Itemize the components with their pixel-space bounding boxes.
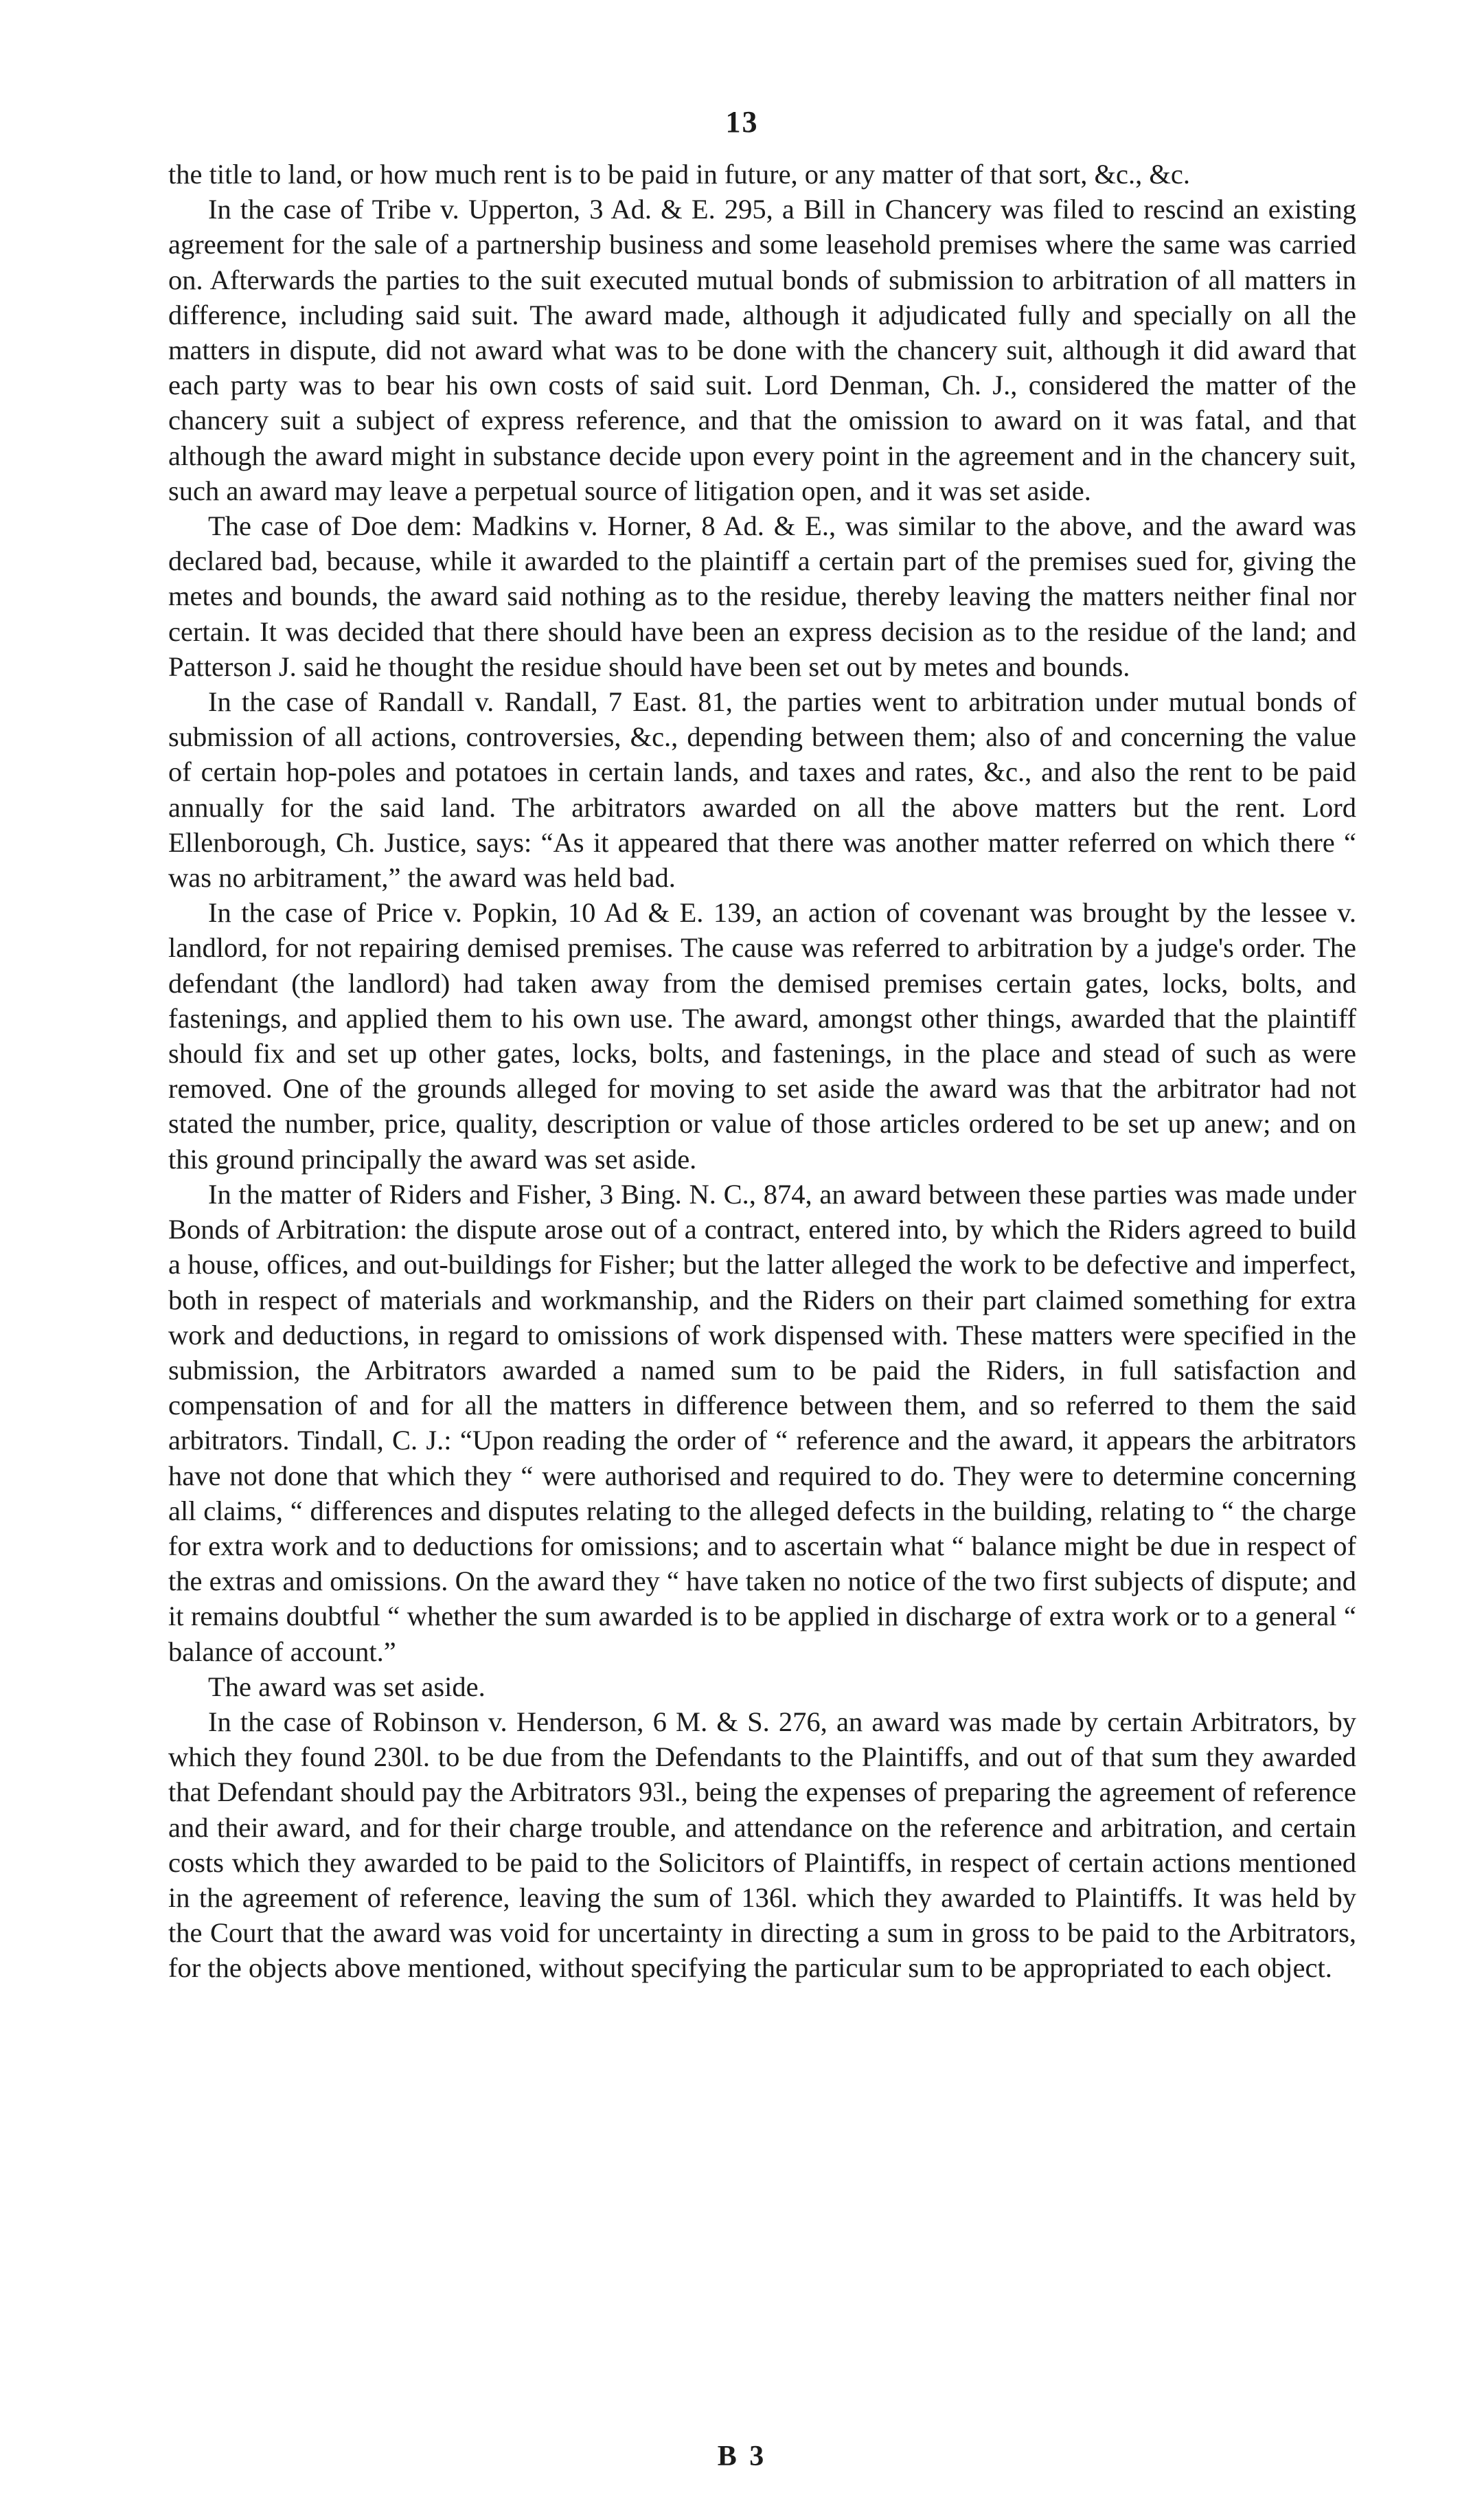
body-text — [168, 157, 1356, 1986]
paragraph-riders-and-fisher: In the matter of Riders and Fisher, 3 Bing. N. C., 874, an award between these parties was made under Bonds of Arbitration: the dispute arose out of a contract, entered into, by which the Riders agreed to build a house, offices, and out-buildings for Fisher; but the latter alleged the work to be defective and imperfect, both in respect of materials and workmanship, and the Riders on their part claimed something for extra work and deductions, in regard to omissions of work dispensed with. These matters were specified in the submission, the Arbitrators awarded a named sum to be paid the Riders, in full satisfaction and compensation of and for all the matters in difference between them, and so referred to them the said arbitrators. Tindall, C. J.: “Upon reading the order of “ reference and the award, it appears the arbitrators have not done that which they “ were authorised and required to do. They were to determine concerning all claims, “ differences and disputes relating to the alleged defects in the building, relating to “ the charge for extra work and to deductions for omissions; and to ascertain what “ balance might be due in respect of the extras and omissions. On the award they “ have taken no notice of the two first subjects of dispute; and it remains doubtful “ whether the sum awarded is to be applied in discharge of extra work or to a general “ balance of account.” — [168, 1178, 1356, 1667]
paragraph-robinson-v-henderson: In the case of Robinson v. Henderson, 6 M. & S. 276, an award was made by certain Arbitrators, by which they found 230l. to be due from the Defendants to the Plaintiffs, and out of that sum they awarded that Defendant should pay the Arbitrators 93l., being the expenses of preparing the agreement of reference and their award, and for their charge trouble, and attendance on the reference and arbitration, and certain costs which they awarded to be paid to the Solicitors of Plaintiffs, in respect of certain actions mentioned in the agreement of reference, leaving the sum of 136l. which they awarded to Plaintiffs. It was held by the Court that the award was void for uncertainty in directing a sum in gross to be paid to the Arbitrators, for the objects above mentioned, without specifying the particular sum to be appropriated to each object. — [168, 1706, 1356, 1984]
paragraph-price-v-popkin: In the case of Price v. Popkin, 10 Ad & E. 139, an action of covenant was brought by the lessee v. landlord, for not repairing demised premises. The cause was referred to arbitration by a judge's order. The defendant (the landlord) had taken away from the demised premises certain gates, locks, bolts, and fastenings, and applied them to his own use. The award, amongst other things, awarded that the plaintiff should fix and set up other gates, locks, bolts, and fastenings, in the place and stead of such as were removed. One of the grounds alleged for moving to set aside the award was that the arbitrator had not stated the number, price, quality, description or value of those articles ordered to be set up anew; and on this ground principally the award was set aside. — [168, 897, 1356, 1175]
paragraph-tribe-v-upperton: In the case of Tribe v. Upperton, 3 Ad. & E. 295, a Bill in Chancery was filed to rescind an existing agreement for the sale of a partnership business and some leasehold premises where the same was carried on. Afterwards the parties to the suit executed mutual bonds of submission to arbitration of all matters in difference, including said suit. The award made, although it adjudicated fully and specially on all the matters in dispute, did not award what was to be done with the chancery suit, although it did award that each party was to bear his own costs of said suit. Lord Denman, Ch. J., considered the matter of the chancery suit a subject of express reference, and that the omission to award on it was fatal, and that although the award might in substance decide upon every point in the agreement and in the chancery suit, such an award may leave a perpetual source of litigation open, and it was set aside. — [168, 194, 1356, 506]
paragraph-doe-dem-madkins: The case of Doe dem: Madkins v. Horner, 8 Ad. & E., was similar to the above, and the award was declared bad, because, while it awarded to the plaintiff a certain part of the premises sued for, giving the metes and bounds, the award said nothing as to the residue, thereby leaving the matters neither final nor certain. It was decided that there should have been an express decision as to the residue of the land; and Patterson J. said he thought the residue should have been set out by metes and bounds. — [168, 510, 1356, 682]
page-number: 13 — [725, 105, 759, 139]
paragraph-continuation: the title to land, or how much rent is to be paid in future, or any matter of that sort, &c., &c. — [168, 159, 1190, 190]
signature-mark: B 3 — [717, 2441, 767, 2472]
paragraph-award-set-aside: The award was set aside. — [208, 1671, 486, 1702]
paragraph-randall-v-randall: In the case of Randall v. Randall, 7 East. 81, the parties went to arbitration under mutual bonds of submission of all actions, controversies, &c., depending between them; also of and concerning the value of certain hop-poles and potatoes in certain lands, and taxes and rates, &c., and also the rent to be paid annually for the said land. The arbitrators awarded on all the above matters but the rent. Lord Ellenborough, Ch. Justice, says: “As it appeared that there was another matter referred on which there “ was no arbitrament,” the award was held bad. — [168, 686, 1356, 894]
